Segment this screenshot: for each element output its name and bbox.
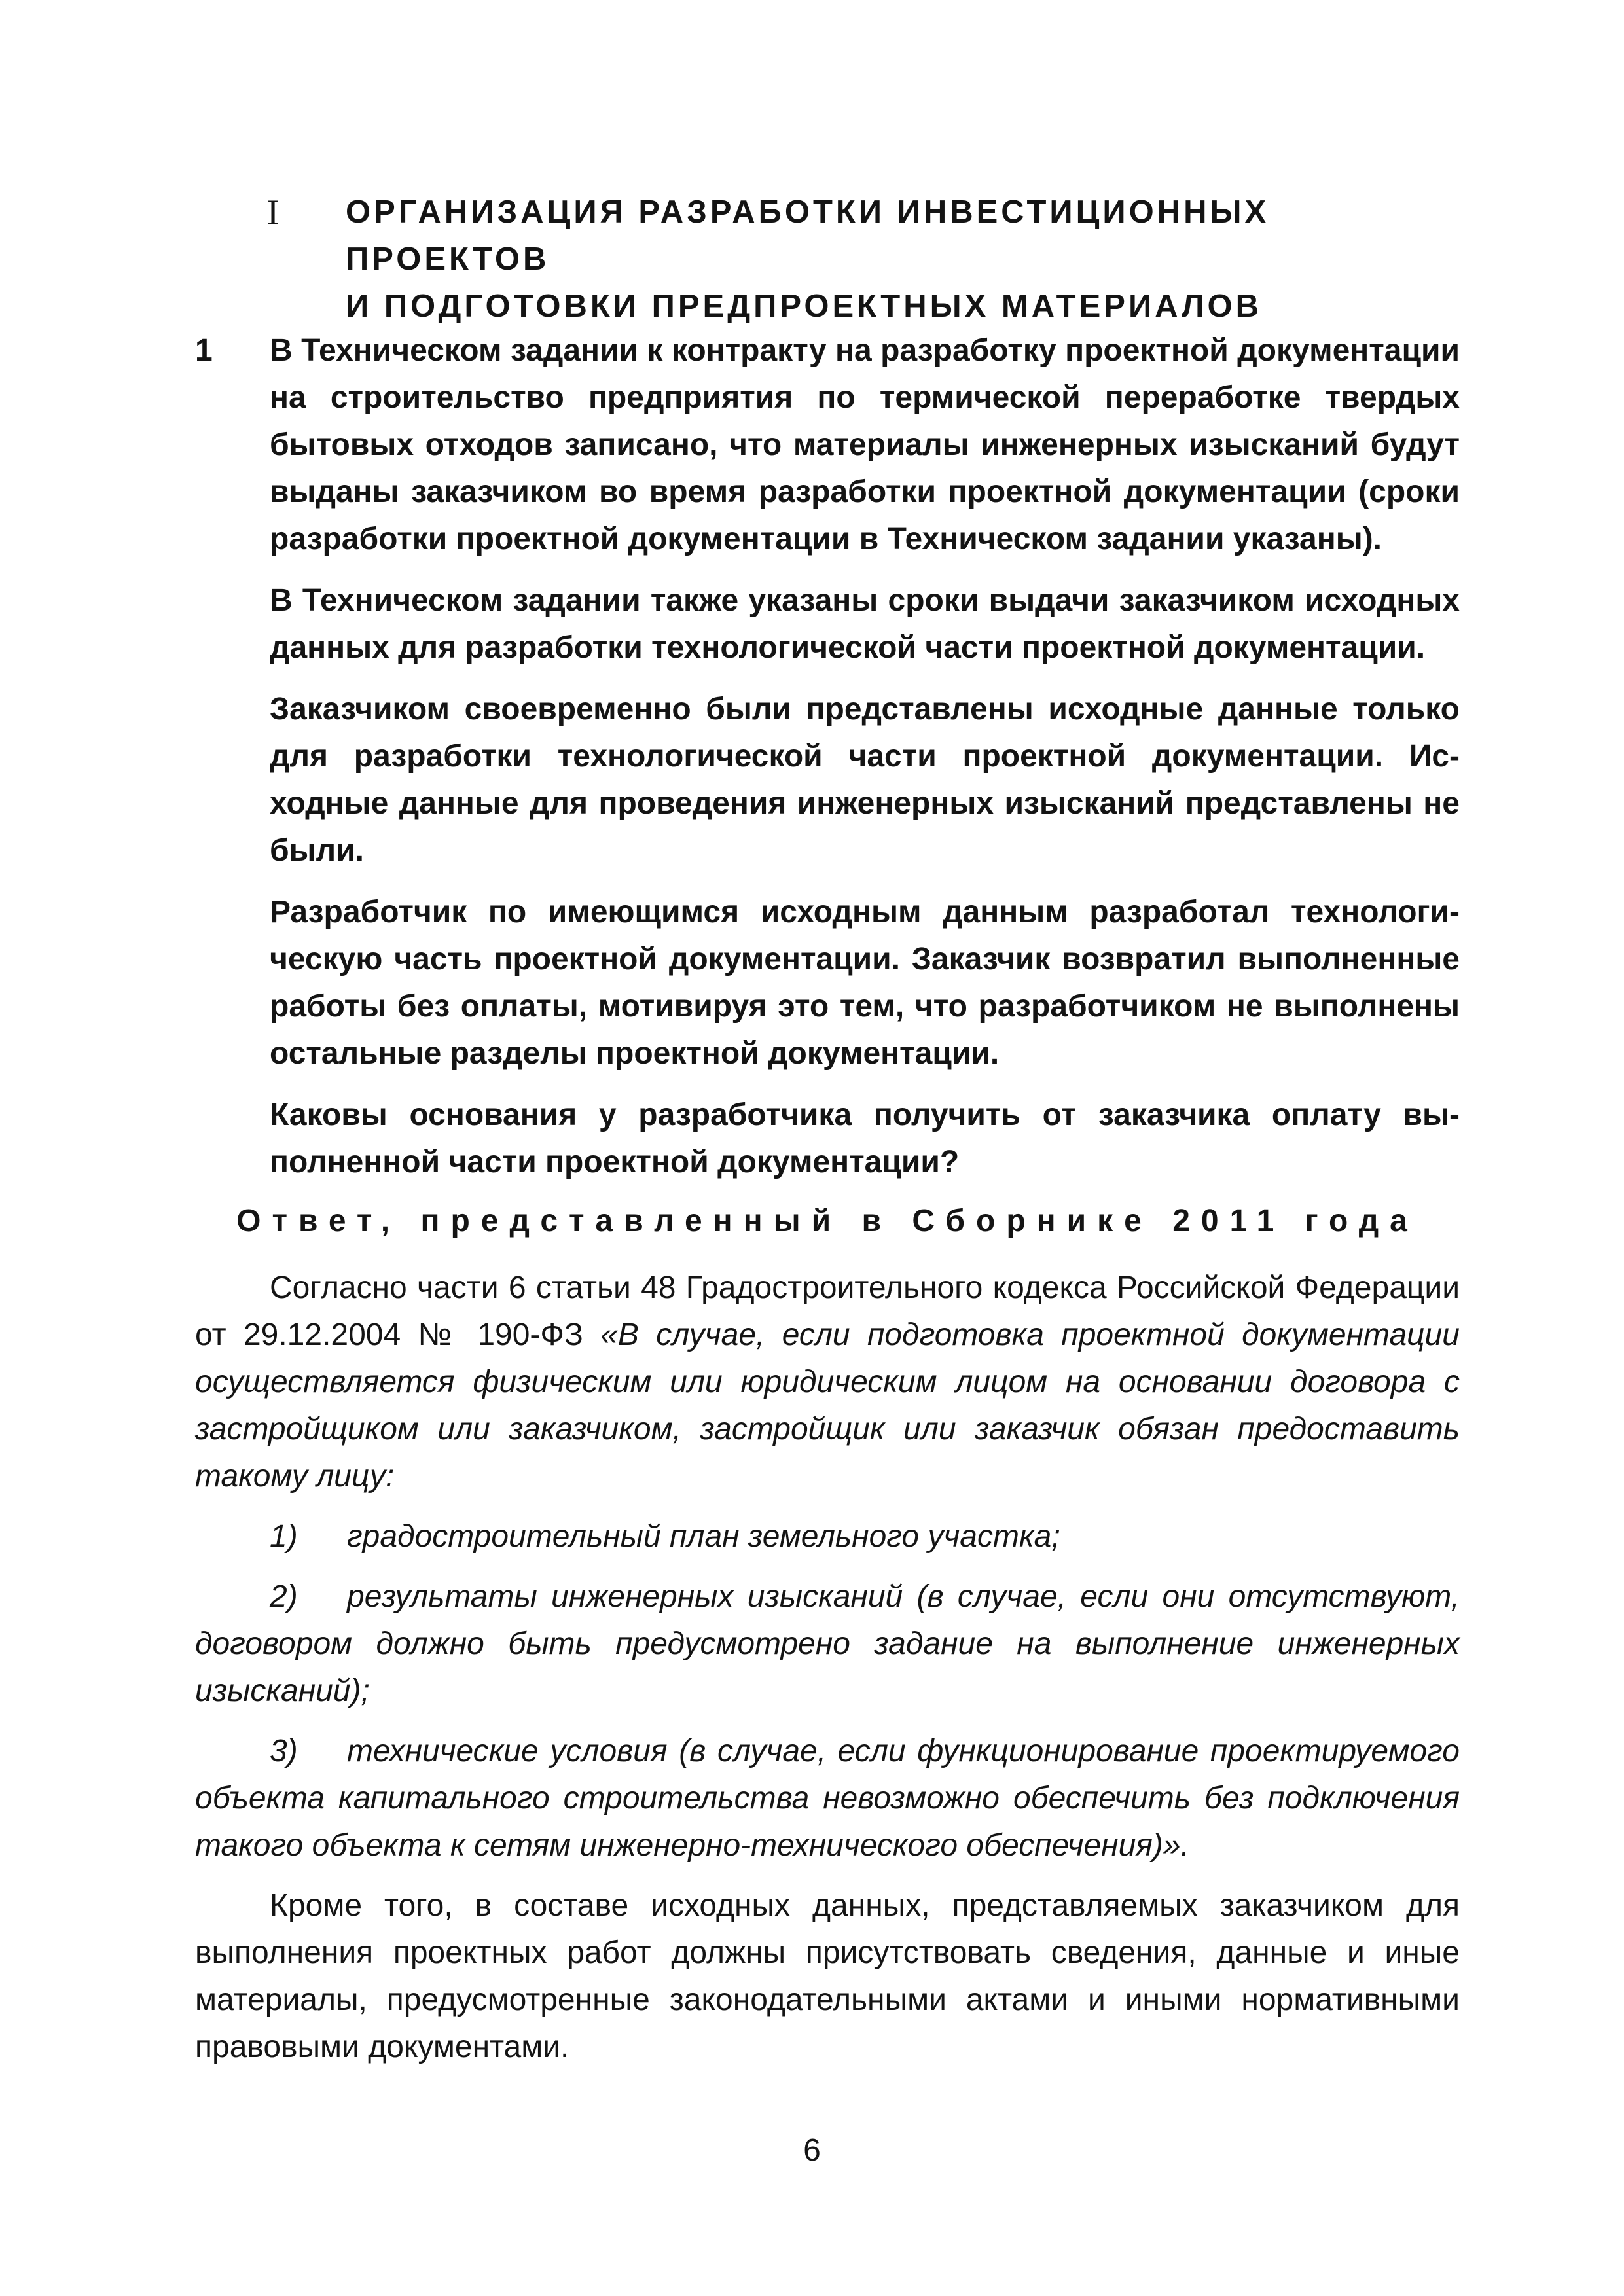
question-prompt: Каковы основания у разработчика получить от заказчика оплату выполненной части проектной документации? bbox=[270, 1098, 1460, 1179]
list-item bbox=[195, 1573, 1460, 1715]
question-paragraph: Разработчик по имеющимся исходным данным разработал технологическую часть проектной документации. Заказчик возвратил выполненные работы без оплаты, мотивируя это тем, что разработчиком не выполнены остальные разделы проектной документации. bbox=[270, 895, 1460, 1071]
list-item-text: результаты инженерных изысканий (в случае, если они отсутствуют, договором должно быть предусмотрено задание на выполнение инженерных изысканий); bbox=[195, 1579, 1460, 1708]
question-paragraph: Заказчиком своевременно были представлены исходные данные только для разработки технологической части проектной документации. Исходные данные для проведения инженерных изысканий представлены не были. bbox=[270, 692, 1460, 868]
question-number: 1 bbox=[195, 333, 213, 368]
answer-intro-regular: Согласно части 6 статьи 48 Градостроительного кодекса Российской Федерации от 29.12.2004 № 190-ФЗ bbox=[195, 1270, 1460, 1352]
answer-closing: Кроме того, в составе исходных данных, представляемых заказчиком для выполнения проектных работ должны присутствовать сведения, данные и иные материалы, предусмотренные законодательными актами и иными нормативными правовыми документами. bbox=[195, 1888, 1460, 2064]
list-item-text: технические условия (в случае, если функционирование проектируемого объекта капитального строительства невозможно обеспечить без подключения такого объекта к сетям инженерно-технического обеспечения)». bbox=[195, 1734, 1460, 1863]
section-title bbox=[346, 188, 1471, 330]
section-number: I bbox=[267, 192, 279, 232]
list-item bbox=[195, 1728, 1460, 1869]
list-item-text: градостроительный план земельного участка; bbox=[347, 1519, 1060, 1554]
list-item bbox=[195, 1513, 1460, 1560]
answer-heading: Ответ, представленный в Сборнике 2011 года bbox=[236, 1204, 1418, 1238]
answer-intro bbox=[195, 1265, 1460, 1500]
list-item-number: 3) bbox=[270, 1734, 298, 1768]
answer-intro-quote: «В случае, если подготовка проектной документации осуществляется физическим или юридическим лицом на основании договора с застройщиком или заказчиком, застройщик или заказчик обязан предоставить такому лицу: bbox=[195, 1318, 1460, 1494]
answer-block bbox=[195, 1265, 1460, 2084]
question-paragraph: В Техническом задании также указаны сроки выдачи заказчиком исходных данных для разработки технологической части проектной документации. bbox=[270, 583, 1460, 665]
question-block bbox=[270, 327, 1460, 1200]
list-item-number: 2) bbox=[270, 1579, 298, 1614]
section-title-line-1: ОРГАНИЗАЦИЯ РАЗРАБОТКИ ИНВЕСТИЦИОННЫХ ПРОЕКТОВ bbox=[346, 194, 1270, 277]
section-title-line-2: И ПОДГОТОВКИ ПРЕДПРОЕКТНЫХ МАТЕРИАЛОВ bbox=[346, 289, 1263, 324]
page-number: 6 bbox=[803, 2133, 821, 2168]
list-item-number: 1) bbox=[270, 1519, 298, 1554]
question-paragraph: В Техническом задании к контракту на разработку проектной документации на строительство предприятия по термической переработке твердых бытовых отходов записано, что материалы инженерных изысканий будут выданы заказчиком во время разработки проектной документации (сроки разработки проектной документации в Техническом задании указаны). bbox=[270, 333, 1460, 556]
